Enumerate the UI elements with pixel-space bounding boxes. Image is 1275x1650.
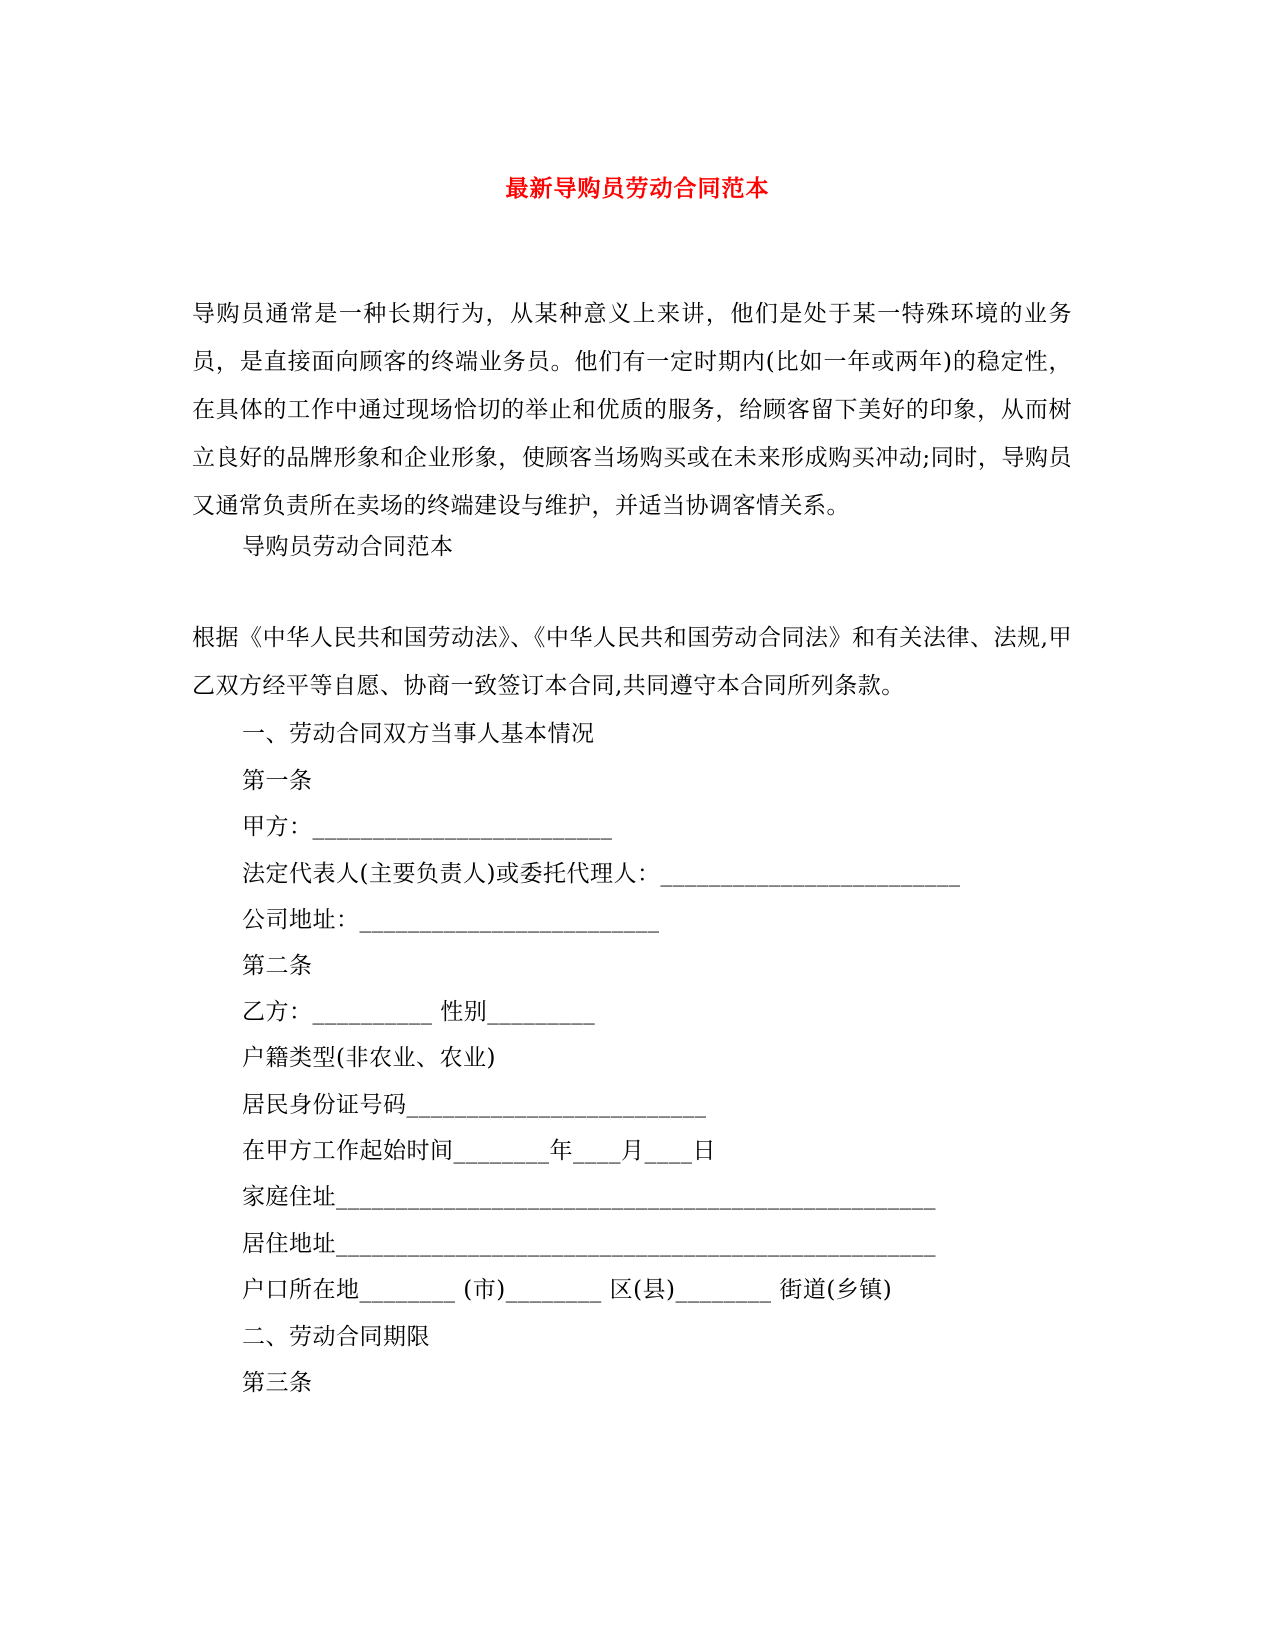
company-address-field: 公司地址：_________________________ — [242, 907, 660, 933]
party-b-gender-field: 乙方：__________ 性别_________ — [242, 999, 596, 1025]
document-title: 最新导购员劳动合同范本 — [505, 175, 770, 202]
article-1-heading: 第一条 — [242, 768, 313, 794]
article-3-heading: 第三条 — [242, 1370, 313, 1396]
id-number-field: 居民身份证号码_________________________ — [242, 1092, 707, 1118]
legal-representative-field: 法定代表人(主要负责人)或委托代理人：_________________________ — [242, 861, 961, 887]
intro-paragraph: 导购员通常是一种长期行为，从某种意义上来讲，他们是处于某一特殊环境的业务员，是直接面向顾客的终端业务员。他们有一定时期内(比如一年或两年)的稳定性，在具体的工作中通过现场恰切的举止和优质的服务，给顾客留下美好的印象，从而树立良好的品牌形象和企业形象，使顾客当场购买或在未来形成购买冲动;同时，导购员又通常负责所在卖场的终端建设与维护，并适当协调客情关系。 — [192, 301, 1072, 519]
residence-address-field: 居住地址__________________________________________________ — [242, 1231, 936, 1257]
party-a-field: 甲方：_________________________ — [242, 814, 613, 840]
article-2-heading: 第二条 — [242, 953, 313, 979]
hukou-location-field: 户口所在地________ (市)________ 区(县)________ 街道(乡镇) — [242, 1277, 893, 1303]
section-heading-parties: 一、劳动合同双方当事人基本情况 — [242, 721, 595, 747]
home-address-field: 家庭住址__________________________________________________ — [242, 1184, 936, 1210]
preamble-paragraph: 根据《中华人民共和国劳动法》、《中华人民共和国劳动合同法》和有关法律、法规,甲乙双方经平等自愿、协商一致签订本合同,共同遵守本合同所列条款。 — [192, 625, 1072, 699]
household-type-field: 户籍类型(非农业、农业) — [242, 1045, 496, 1071]
contract-subtitle: 导购员劳动合同范本 — [242, 534, 454, 560]
section-heading-term: 二、劳动合同期限 — [242, 1324, 430, 1350]
start-date-field: 在甲方工作起始时间________年____月____日 — [242, 1138, 716, 1164]
